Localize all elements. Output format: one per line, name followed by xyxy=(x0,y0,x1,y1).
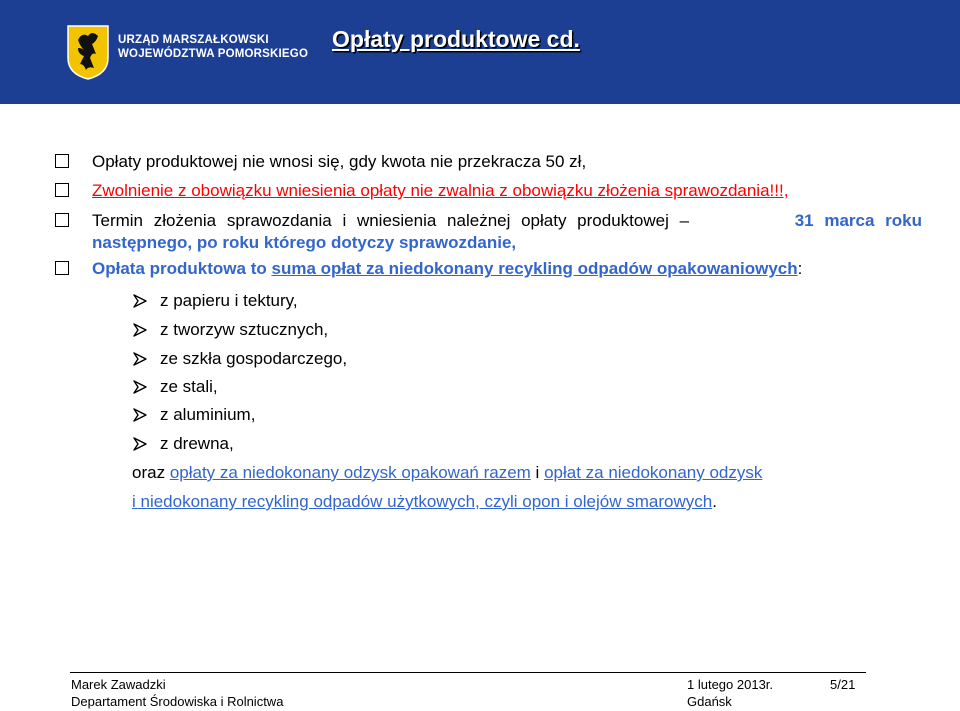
bullet-1-text: Opłaty produktowej nie wnosi się, gdy kwota nie przekracza 50 zł, xyxy=(92,152,587,171)
footer-divider xyxy=(70,672,866,673)
bullet-3-line-1 xyxy=(92,211,922,231)
bullet-4-text xyxy=(92,259,802,279)
term-odpady-uzytkowe: i niedokonany recykling odpadów użytkowych, czyli opon i olejów smarowych xyxy=(132,492,713,511)
footer-page-number: 5/21 xyxy=(830,677,856,692)
arrow-bullet-icon xyxy=(132,379,148,395)
closing-line-2 xyxy=(132,492,717,512)
footer-author: Marek Zawadzki xyxy=(71,677,166,692)
arrow-bullet-icon xyxy=(132,351,148,367)
colon: : xyxy=(797,259,803,278)
arrow-bullet-icon xyxy=(132,322,148,338)
arrow-bullet-icon xyxy=(132,407,148,423)
page-title: Opłaty produktowe cd. xyxy=(332,26,580,52)
checkbox-bullet-icon xyxy=(55,213,69,227)
term-oplat-odzysk: opłat za niedokonany odzysk xyxy=(544,463,763,482)
subitem-tworzywa: z tworzyw sztucznych, xyxy=(160,320,329,339)
header-bar xyxy=(0,0,960,104)
footer-department: Departament Środowiska i Rolnictwa xyxy=(71,694,284,709)
griffin-crest-icon xyxy=(66,24,110,80)
word-to: to xyxy=(250,259,267,278)
logo-text xyxy=(118,33,308,61)
checkbox-bullet-icon xyxy=(55,261,69,275)
deadline-text: 31 marca roku xyxy=(794,211,922,230)
term-odzysk-opakowan: opłaty za niedokonany odzysk opakowań razem xyxy=(169,463,531,482)
footer-city: Gdańsk xyxy=(687,694,732,709)
footer-date: 1 lutego 2013r. xyxy=(687,677,774,692)
arrow-bullet-icon xyxy=(132,293,148,309)
subitem-szklo: ze szkła gospodarczego, xyxy=(160,349,348,368)
word-i: i xyxy=(535,463,540,482)
word-oraz: oraz xyxy=(132,463,166,482)
checkbox-bullet-icon xyxy=(55,183,69,197)
checkbox-bullet-icon xyxy=(55,154,69,168)
logo-line-1: URZĄD MARSZAŁKOWSKI xyxy=(118,34,269,46)
closing-line-1 xyxy=(132,463,762,483)
subitem-drewno: z drewna, xyxy=(160,434,234,453)
term-suma-oplat: suma opłat za niedokonany recykling odpadów opakowaniowych xyxy=(271,259,798,278)
logo-line-2: WOJEWÓDZTWA POMORSKIEGO xyxy=(118,48,309,60)
bullet-3-text: Termin złożenia sprawozdania i wniesienia należnej opłaty produktowej – xyxy=(92,211,690,230)
subitem-stal: ze stali, xyxy=(160,377,218,396)
bullet-2-text: Zwolnienie z obowiązku wniesienia opłaty nie zwalnia z obowiązku złożenia sprawozdania!!!, xyxy=(92,181,789,200)
subitem-papier: z papieru i tektury, xyxy=(160,291,298,310)
subitem-aluminium: z aluminium, xyxy=(160,405,256,424)
term-oplata-produktowa: Opłata produktowa xyxy=(92,259,246,278)
bullet-3-line-2: następnego, po roku którego dotyczy sprawozdanie, xyxy=(92,233,517,252)
arrow-bullet-icon xyxy=(132,436,148,452)
period: . xyxy=(712,492,717,511)
